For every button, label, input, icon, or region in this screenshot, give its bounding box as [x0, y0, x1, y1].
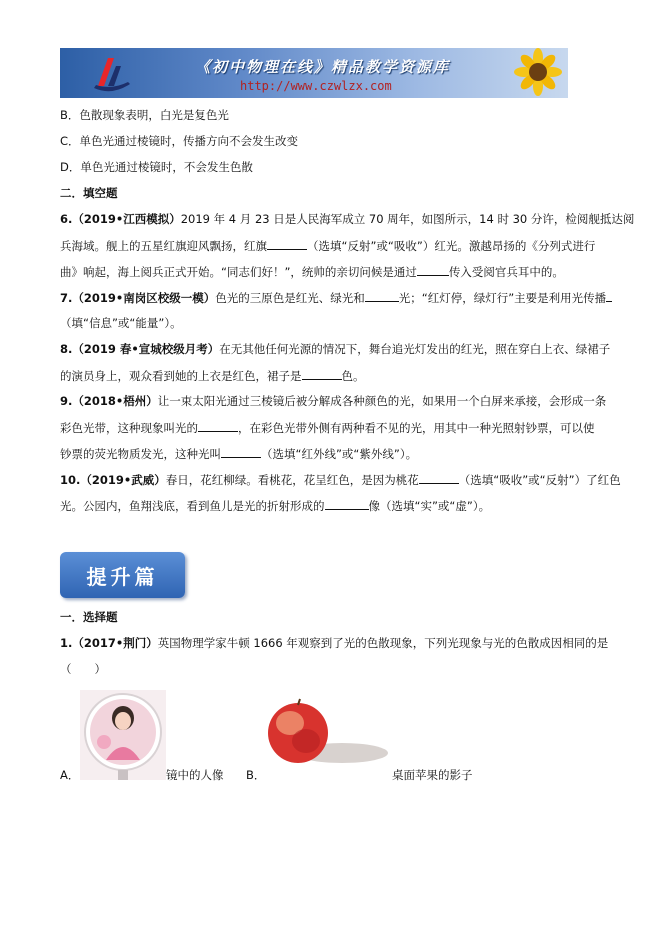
q8-source: （2019 春•宣城校级月考） [72, 342, 220, 356]
q1-line1 [60, 636, 608, 650]
q10-text1a: 春日，花红柳绿。看桃花，花呈红色，是因为桃花 [165, 473, 419, 487]
q8-text2a: 的演员身上，观众看到她的上衣是红色，裙子是 [60, 369, 302, 383]
section-badge-label: 提升篇 [86, 565, 159, 589]
header-url[interactable]: http://www.czwlzx.com [240, 79, 392, 93]
option-b: B．色散现象表明，白光是复色光 [60, 108, 229, 122]
section-choice-heading: 一．选择题 [60, 610, 118, 624]
option-b-letter: B． [246, 768, 266, 782]
q10-line2 [60, 498, 490, 513]
option-c: C．单色光通过棱镜时，传播方向不会发生改变 [60, 134, 299, 148]
q10-blank-2[interactable] [325, 498, 369, 510]
q10-blank-1[interactable] [419, 472, 459, 484]
q1-number: 1. [60, 636, 73, 650]
q6-line3 [60, 264, 564, 279]
q7-line2: （填“信息”或“能量”）。 [60, 316, 182, 330]
q10-number: 10. [60, 473, 81, 487]
option-d: D．单色光通过棱镜时，不会发生色散 [60, 160, 253, 174]
header-title: 《初中物理在线》精品教学资源库 [195, 58, 451, 76]
q1-source: （2017•荆门） [72, 636, 158, 650]
option-a-letter: A． [60, 768, 80, 782]
q9-blank-2[interactable] [221, 446, 261, 458]
q6-blank-1[interactable] [267, 238, 307, 250]
q6-text2b: （选填“反射”或“吸收”）红光。激越昂扬的《分列式进行 [307, 239, 596, 253]
q9-text2b: ，在彩色光带外侧有两种看不见的光，用其中一种光照射钞票，可以使 [238, 421, 595, 435]
q8-text1: 在无其他任何光源的情况下，舞台追光灯发出的红光，照在穿白上衣、绿裙子 [219, 342, 611, 356]
q6-text1: 2019 年 4 月 23 日是人民海军成立 70 周年，如图所示，14 时 30 分许，检阅舰抵达阅 [180, 212, 635, 226]
q7-source: （2019•南岗区校级一模） [72, 291, 216, 305]
q9-line1 [60, 394, 606, 408]
q8-line1 [60, 342, 610, 356]
q7-number: 7. [60, 291, 73, 305]
q10-source: （2019•武威） [80, 473, 166, 487]
q6-number: 6. [60, 212, 73, 226]
q6-text3b: 传入受阅官兵耳中的。 [448, 265, 564, 279]
q1-line2: （ ） [60, 662, 106, 676]
q7-text1b: 光；“红灯停，绿灯行”主要是利用光传播 [398, 291, 607, 305]
q10-line1 [60, 472, 621, 487]
q8-line2 [60, 368, 365, 383]
section-fill-heading: 二．填空题 [60, 186, 118, 200]
q10-text2b: 像（选填“实”或“虚”）。 [368, 499, 491, 513]
q9-blank-1[interactable] [198, 420, 238, 432]
q6-source: （2019•江西模拟） [72, 212, 181, 226]
q9-text3b: （选填“红外线”或“紫外线”）。 [261, 447, 418, 461]
q10-text1b: （选填“吸收”或“反射”）了红色 [458, 473, 621, 487]
q7-line1 [60, 290, 612, 305]
logo-icon [90, 52, 134, 94]
option-b-caption: 桌面苹果的影子 [392, 768, 473, 782]
section-badge [60, 552, 185, 598]
option-a-caption: 镜中的人像 [166, 768, 224, 782]
q8-blank[interactable] [302, 368, 342, 380]
q8-text2b: 色。 [341, 369, 365, 383]
q9-line3 [60, 446, 417, 461]
apple-shadow-image [262, 695, 392, 770]
header-banner [60, 48, 568, 98]
q9-text2a: 彩色光带，这种现象叫光的 [60, 421, 198, 435]
q6-text3a: 曲》响起，海上阅兵正式开始。“同志们好！”，统帅的亲切问候是通过 [60, 265, 417, 279]
q8-number: 8. [60, 342, 73, 356]
q9-text1: 让一束太阳光通过三棱镜后被分解成各种颜色的光，如果用一个白屏来承接，会形成一条 [157, 394, 607, 408]
q7-text1a: 色光的三原色是红光、绿光和 [215, 291, 365, 305]
sunflower-icon [498, 48, 568, 98]
q6-line1 [60, 212, 634, 226]
q9-line2 [60, 420, 595, 435]
q6-line2 [60, 238, 595, 253]
q1-text1: 英国物理学家牛顿 1666 年观察到了光的色散现象，下列光现象与光的色散成因相同的是 [157, 636, 609, 650]
q10-text2a: 光。公园内，鱼翔浅底，看到鱼儿是光的折射形成的 [60, 499, 325, 513]
q6-blank-2[interactable] [417, 264, 449, 276]
q7-blank-1[interactable] [365, 290, 399, 302]
q9-text3a: 钞票的荧光物质发光，这种光叫 [60, 447, 221, 461]
mirror-portrait-image [80, 690, 166, 780]
q7-blank-2[interactable] [606, 290, 612, 302]
q9-source: （2018•梧州） [72, 394, 158, 408]
q6-text2a: 兵海域。舰上的五星红旗迎风飘扬，红旗 [60, 239, 267, 253]
q9-number: 9. [60, 394, 73, 408]
